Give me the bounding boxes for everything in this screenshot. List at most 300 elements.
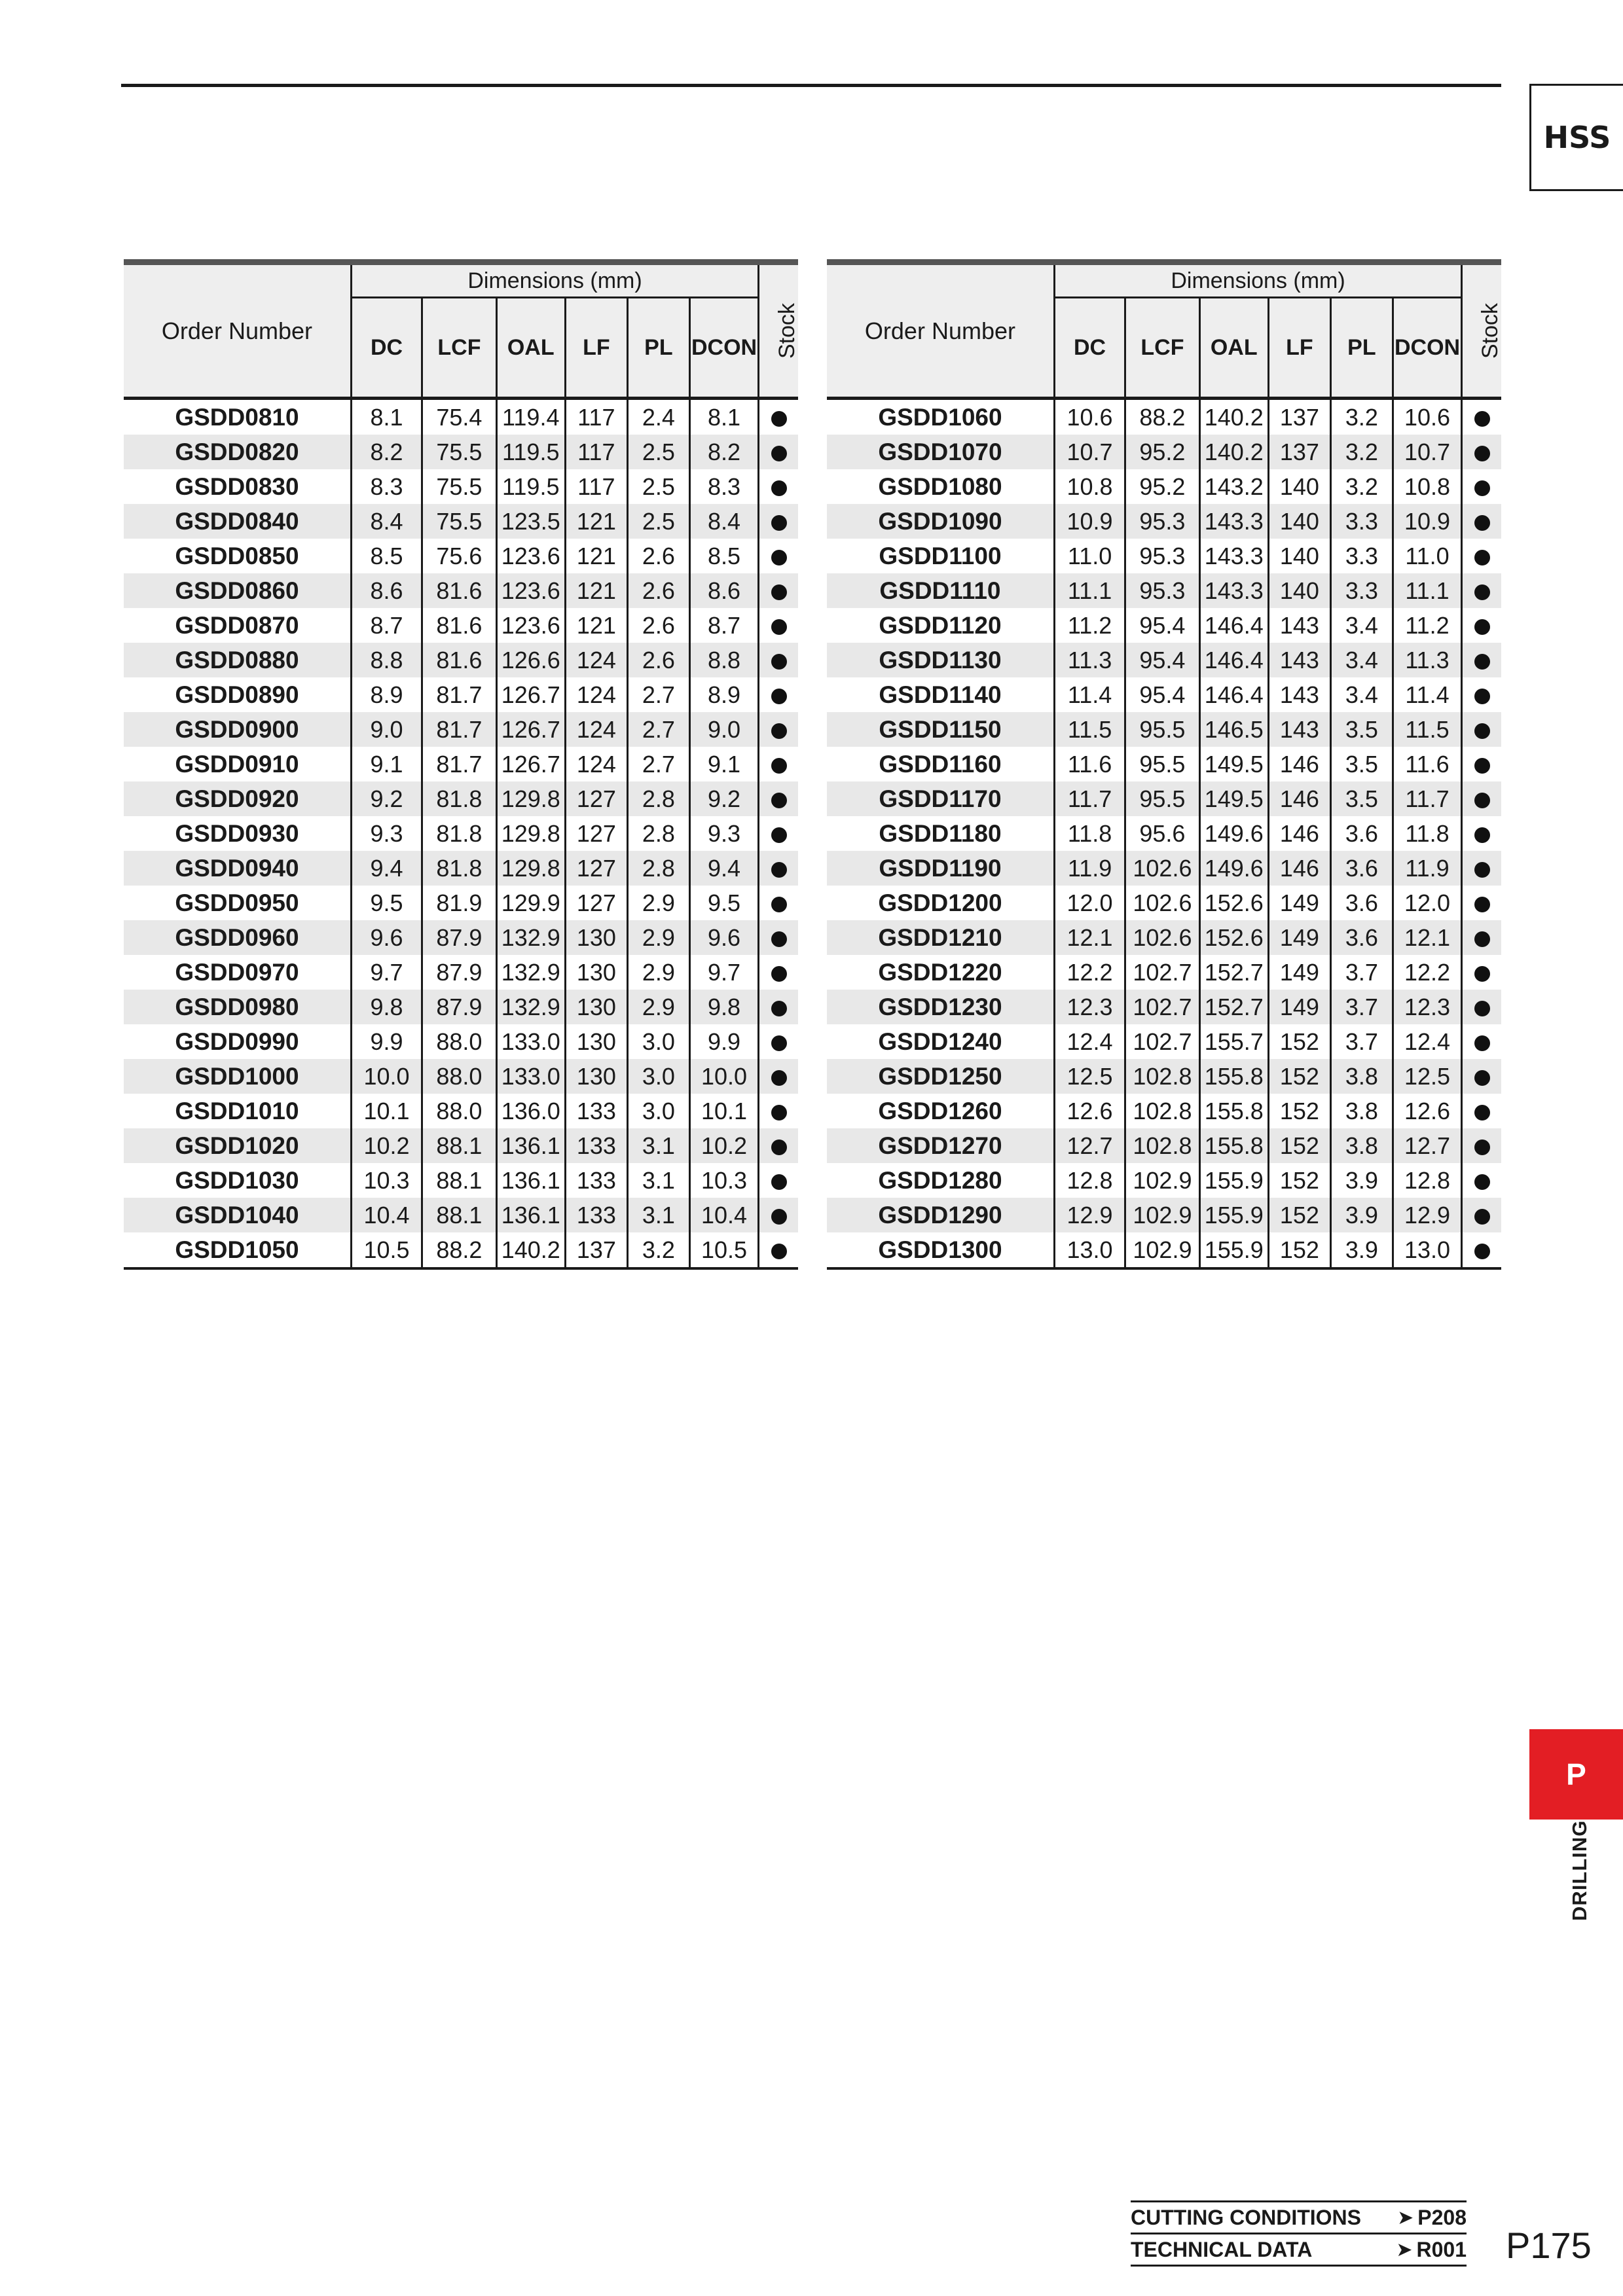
order-number-cell: GSDD1080 <box>878 473 1002 500</box>
dimension-cell-pl: 3.7 <box>1330 955 1393 990</box>
dimension-cell-dcon: 9.3 <box>689 816 758 851</box>
stock-cell <box>1462 955 1501 990</box>
col-header-dcon: DCON <box>689 298 758 397</box>
stock-cell <box>1462 643 1501 677</box>
col-header-oal: OAL <box>496 298 565 397</box>
stock-dot-icon <box>771 1174 787 1190</box>
dimension-cell-dc: 9.9 <box>351 1024 422 1059</box>
dimension-cell-pl: 3.0 <box>627 1024 689 1059</box>
dimension-cell-oal: 143.3 <box>1199 573 1268 608</box>
dimension-cell-oal: 155.8 <box>1199 1059 1268 1094</box>
dimension-cell-pl: 3.9 <box>1330 1163 1393 1198</box>
dimension-cell-lcf: 95.4 <box>1125 643 1199 677</box>
dimension-cell-lcf: 75.4 <box>422 399 496 435</box>
order-number-cell: GSDD0930 <box>175 819 299 847</box>
table-row <box>124 643 798 677</box>
technical-data-link[interactable] <box>1131 2233 1467 2267</box>
stock-dot-icon <box>771 654 787 670</box>
dimension-cell-lcf: 95.2 <box>1125 469 1199 504</box>
dimension-cell-lcf: 95.6 <box>1125 816 1199 851</box>
stock-cell <box>1462 573 1501 608</box>
table-row <box>124 1198 798 1232</box>
table-row <box>124 816 798 851</box>
dimension-cell-oal: 155.7 <box>1199 1024 1268 1059</box>
order-number-cell: GSDD1100 <box>879 542 1002 569</box>
dimension-cell-dcon: 10.0 <box>689 1059 758 1094</box>
dimension-cell-lf: 121 <box>565 504 627 539</box>
order-number-cell: GSDD1070 <box>827 435 1054 469</box>
dimension-cell-pl: 2.6 <box>627 608 689 643</box>
dimension-cell-oal: 129.9 <box>496 886 565 920</box>
dimension-cell-pl: 2.5 <box>627 469 689 504</box>
dimension-cell-dcon: 9.7 <box>689 955 758 990</box>
stock-cell <box>759 1128 798 1163</box>
stock-cell <box>1462 781 1501 816</box>
dimension-cell-lcf: 81.6 <box>422 608 496 643</box>
dimension-cell-dc: 12.9 <box>1054 1198 1125 1232</box>
stock-dot-icon <box>1474 1174 1490 1190</box>
right-table-body <box>827 399 1501 1269</box>
dimension-cell-lf: 152 <box>1268 1232 1330 1268</box>
stock-cell <box>1462 851 1501 886</box>
dimension-cell-oal: 136.1 <box>496 1128 565 1163</box>
dimension-cell-oal: 126.6 <box>496 643 565 677</box>
col-header-pl: PL <box>1330 298 1393 397</box>
table-row <box>124 1128 798 1163</box>
stock-cell <box>759 816 798 851</box>
dimension-cell-lcf: 95.3 <box>1125 504 1199 539</box>
dimension-cell-dcon: 10.4 <box>689 1198 758 1232</box>
arrow-right-icon: ➤ <box>1397 2206 1414 2229</box>
dimension-cell-dcon: 10.9 <box>1393 504 1461 539</box>
dimension-cell-oal: 123.6 <box>496 608 565 643</box>
stock-cell <box>1462 608 1501 643</box>
dimension-cell-lf: 152 <box>1268 1163 1330 1198</box>
dimension-cell-lf: 130 <box>565 1059 627 1094</box>
dimension-cell-lf: 124 <box>565 747 627 781</box>
table-row <box>827 677 1501 712</box>
stock-dot-icon <box>1474 897 1490 912</box>
table-row <box>124 677 798 712</box>
dimension-cell-lcf: 81.8 <box>422 816 496 851</box>
dimension-cell-dc: 12.7 <box>1054 1128 1125 1163</box>
dimension-cell-lcf: 102.8 <box>1125 1059 1199 1094</box>
order-number-cell: GSDD1000 <box>124 1059 351 1094</box>
order-number-cell: GSDD1220 <box>878 958 1002 986</box>
dimension-cell-lf: 149 <box>1268 955 1330 990</box>
order-number-header: Order Number <box>124 265 351 397</box>
dimension-cell-lcf: 88.2 <box>422 1232 496 1268</box>
dimension-cell-pl: 3.4 <box>1330 677 1393 712</box>
dimension-cell-oal: 126.7 <box>496 712 565 747</box>
dimension-cell-oal: 136.1 <box>496 1163 565 1198</box>
order-number-cell: GSDD0840 <box>124 504 351 539</box>
order-number-cell: GSDD0860 <box>124 573 351 608</box>
col-header-pl: PL <box>627 298 689 397</box>
dimension-cell-lf: 146 <box>1268 781 1330 816</box>
stock-cell <box>1462 1163 1501 1198</box>
dimension-cell-dcon: 10.5 <box>689 1232 758 1268</box>
stock-dot-icon <box>1474 480 1490 496</box>
dimension-cell-lf: 127 <box>565 851 627 886</box>
dimension-cell-pl: 2.5 <box>627 435 689 469</box>
dimension-cell-oal: 152.7 <box>1199 955 1268 990</box>
dimension-cell-dcon: 11.9 <box>1393 851 1461 886</box>
stock-cell <box>759 1198 798 1232</box>
dimension-cell-dc: 12.0 <box>1054 886 1125 920</box>
order-number-cell: GSDD0960 <box>124 920 351 955</box>
dimension-cell-oal: 136.1 <box>496 1198 565 1232</box>
dimension-cell-dcon: 11.3 <box>1393 643 1461 677</box>
dimension-cell-oal: 123.6 <box>496 573 565 608</box>
dimension-cell-lf: 143 <box>1268 643 1330 677</box>
dimension-cell-dcon: 13.0 <box>1393 1232 1461 1268</box>
dimension-cell-lcf: 81.9 <box>422 886 496 920</box>
dimension-cell-lcf: 102.6 <box>1125 886 1199 920</box>
dimension-cell-oal: 143.2 <box>1199 469 1268 504</box>
dimension-cell-lf: 140 <box>1268 573 1330 608</box>
table-row <box>124 990 798 1024</box>
stock-dot-icon <box>771 1070 787 1086</box>
table-row <box>827 1024 1501 1059</box>
dimension-cell-lcf: 88.2 <box>1125 399 1199 435</box>
dimension-cell-pl: 2.7 <box>627 712 689 747</box>
order-number-cell: GSDD0910 <box>175 750 299 778</box>
dimension-cell-lcf: 81.7 <box>422 712 496 747</box>
order-number-cell: GSDD1030 <box>175 1166 299 1194</box>
dimension-cell-lf: 146 <box>1268 851 1330 886</box>
dimension-cell-lcf: 75.5 <box>422 469 496 504</box>
dimension-cell-oal: 155.9 <box>1199 1163 1268 1198</box>
dimension-cell-dcon: 12.0 <box>1393 886 1461 920</box>
dimension-cell-pl: 2.6 <box>627 539 689 573</box>
dimension-cell-pl: 3.5 <box>1330 712 1393 747</box>
dimension-cell-pl: 3.0 <box>627 1059 689 1094</box>
table-row <box>827 1128 1501 1163</box>
table-row <box>827 990 1501 1024</box>
table-row <box>124 539 798 573</box>
dimension-cell-dcon: 11.8 <box>1393 816 1461 851</box>
stock-header-label: Stock <box>775 302 800 359</box>
stock-dot-icon <box>1474 619 1490 635</box>
stock-dot-icon <box>1474 723 1490 739</box>
dimension-cell-lf: 127 <box>565 816 627 851</box>
order-number-cell: GSDD0900 <box>124 712 351 747</box>
stock-cell <box>1462 1232 1501 1268</box>
dimension-cell-dc: 9.2 <box>351 781 422 816</box>
dimension-cell-oal: 129.8 <box>496 851 565 886</box>
stock-dot-icon <box>771 1105 787 1121</box>
stock-dot-icon <box>1474 827 1490 843</box>
dimension-cell-dc: 11.2 <box>1054 608 1125 643</box>
stock-dot-icon <box>771 966 787 982</box>
dimension-cell-dcon: 8.2 <box>689 435 758 469</box>
dimension-cell-dcon: 10.8 <box>1393 469 1461 504</box>
dimension-cell-oal: 129.8 <box>496 781 565 816</box>
dimension-cell-lcf: 88.1 <box>422 1198 496 1232</box>
order-number-cell: GSDD1180 <box>879 819 1002 847</box>
table-top-bar <box>827 259 1501 265</box>
dimension-cell-oal: 119.5 <box>496 435 565 469</box>
dimension-cell-lcf: 75.5 <box>422 435 496 469</box>
dimension-cell-lcf: 102.9 <box>1125 1198 1199 1232</box>
stock-cell <box>1462 1128 1501 1163</box>
order-number-cell: GSDD0820 <box>124 435 351 469</box>
dimension-cell-pl: 2.6 <box>627 643 689 677</box>
cutting-conditions-page: P208 <box>1417 2205 1467 2229</box>
dimension-cell-dcon: 10.6 <box>1393 399 1461 435</box>
dimension-cell-lf: 121 <box>565 608 627 643</box>
dimension-cell-dc: 8.7 <box>351 608 422 643</box>
dimension-cell-lcf: 102.9 <box>1125 1232 1199 1268</box>
dimension-cell-oal: 143.3 <box>1199 504 1268 539</box>
dimension-cell-dcon: 12.1 <box>1393 920 1461 955</box>
stock-dot-icon <box>1474 584 1490 600</box>
col-header-dc: DC <box>351 298 422 397</box>
stock-cell <box>759 851 798 886</box>
stock-dot-icon <box>771 446 787 461</box>
dimension-cell-pl: 3.3 <box>1330 504 1393 539</box>
dimension-cell-pl: 3.6 <box>1330 920 1393 955</box>
stock-cell <box>759 608 798 643</box>
stock-header-label: Stock <box>1478 302 1503 359</box>
table-row <box>827 643 1501 677</box>
stock-cell <box>759 539 798 573</box>
table-row <box>827 1198 1501 1232</box>
table-row <box>124 608 798 643</box>
order-number-cell: GSDD1020 <box>124 1128 351 1163</box>
dimension-cell-lf: 133 <box>565 1128 627 1163</box>
dimension-cell-lf: 133 <box>565 1198 627 1232</box>
stock-cell <box>1462 539 1501 573</box>
dimension-cell-lcf: 88.0 <box>422 1059 496 1094</box>
table-row <box>827 504 1501 539</box>
order-number-cell: GSDD1210 <box>827 920 1054 955</box>
dimension-cell-pl: 3.3 <box>1330 573 1393 608</box>
dimension-cell-lf: 143 <box>1268 608 1330 643</box>
dimension-cell-dc: 8.5 <box>351 539 422 573</box>
dimension-cell-dcon: 10.3 <box>689 1163 758 1198</box>
table-row <box>124 955 798 990</box>
stock-header <box>1462 265 1501 397</box>
order-number-cell: GSDD0870 <box>175 611 299 639</box>
dimension-cell-pl: 3.1 <box>627 1128 689 1163</box>
dimension-cell-oal: 119.5 <box>496 469 565 504</box>
dimension-cell-pl: 3.8 <box>1330 1128 1393 1163</box>
dimension-cell-dc: 10.7 <box>1054 435 1125 469</box>
dimension-cell-dcon: 9.6 <box>689 920 758 955</box>
stock-dot-icon <box>771 584 787 600</box>
order-number-cell: GSDD1160 <box>879 750 1002 778</box>
dimension-cell-dc: 10.9 <box>1054 504 1125 539</box>
dimension-cell-pl: 3.2 <box>1330 435 1393 469</box>
dimension-cell-oal: 140.2 <box>496 1232 565 1268</box>
stock-dot-icon <box>1474 966 1490 982</box>
stock-cell <box>1462 747 1501 781</box>
stock-dot-icon <box>771 758 787 774</box>
stock-cell <box>759 747 798 781</box>
stock-dot-icon <box>771 827 787 843</box>
dimension-cell-dc: 9.3 <box>351 816 422 851</box>
dimension-cell-lcf: 95.4 <box>1125 608 1199 643</box>
dimension-cell-lf: 133 <box>565 1094 627 1128</box>
top-rule <box>121 84 1501 87</box>
order-number-cell: GSDD1140 <box>879 681 1002 708</box>
dimension-cell-dcon: 12.4 <box>1393 1024 1461 1059</box>
dimension-cell-lcf: 95.2 <box>1125 435 1199 469</box>
dimension-cell-dcon: 9.0 <box>689 712 758 747</box>
dimension-cell-lcf: 81.8 <box>422 781 496 816</box>
order-number-cell: GSDD0830 <box>175 473 299 500</box>
dimension-cell-oal: 123.6 <box>496 539 565 573</box>
order-number-cell: GSDD1190 <box>827 851 1054 886</box>
dimension-cell-oal: 119.4 <box>496 399 565 435</box>
stock-cell <box>759 886 798 920</box>
order-number-cell: GSDD0850 <box>175 542 299 569</box>
table-row <box>827 1163 1501 1198</box>
stock-dot-icon <box>1474 1105 1490 1121</box>
cutting-conditions-label: CUTTING CONDITIONS <box>1131 2205 1361 2229</box>
dimension-cell-oal: 146.5 <box>1199 712 1268 747</box>
dimension-cell-dcon: 12.7 <box>1393 1128 1461 1163</box>
stock-dot-icon <box>771 480 787 496</box>
stock-dot-icon <box>771 1035 787 1051</box>
table-row <box>827 573 1501 608</box>
stock-cell <box>759 955 798 990</box>
order-number-cell: GSDD1240 <box>878 1028 1002 1055</box>
dimension-cell-lf: 143 <box>1268 677 1330 712</box>
dimension-cell-dcon: 11.4 <box>1393 677 1461 712</box>
table-row <box>827 539 1501 573</box>
dimension-cell-lf: 149 <box>1268 920 1330 955</box>
dimension-cell-dc: 10.8 <box>1054 469 1125 504</box>
stock-dot-icon <box>771 1209 787 1225</box>
dimension-cell-oal: 155.8 <box>1199 1094 1268 1128</box>
stock-cell <box>1462 816 1501 851</box>
dimension-cell-lcf: 95.3 <box>1125 539 1199 573</box>
dimension-cell-lf: 152 <box>1268 1059 1330 1094</box>
stock-cell <box>759 504 798 539</box>
dimension-cell-oal: 149.6 <box>1199 851 1268 886</box>
dimension-cell-pl: 3.2 <box>627 1232 689 1268</box>
dimension-cell-dc: 11.5 <box>1054 712 1125 747</box>
stock-cell <box>759 1094 798 1128</box>
stock-cell <box>1462 504 1501 539</box>
table-row <box>827 435 1501 469</box>
dimension-cell-dcon: 12.6 <box>1393 1094 1461 1128</box>
dimension-cell-pl: 2.9 <box>627 955 689 990</box>
dimension-cell-lcf: 102.7 <box>1125 1024 1199 1059</box>
dimension-cell-lcf: 81.6 <box>422 573 496 608</box>
dimension-cell-pl: 3.5 <box>1330 781 1393 816</box>
dimension-cell-dc: 11.0 <box>1054 539 1125 573</box>
stock-dot-icon <box>1474 1035 1490 1051</box>
dimension-cell-lf: 124 <box>565 677 627 712</box>
dimension-cell-dcon: 8.5 <box>689 539 758 573</box>
col-header-lcf: LCF <box>422 298 496 397</box>
dimension-cell-pl: 3.6 <box>1330 816 1393 851</box>
stock-cell <box>759 573 798 608</box>
dimension-cell-lcf: 87.9 <box>422 920 496 955</box>
dimension-cell-lf: 130 <box>565 990 627 1024</box>
dimension-cell-lf: 130 <box>565 955 627 990</box>
table-row <box>827 851 1501 886</box>
dimension-cell-dcon: 11.2 <box>1393 608 1461 643</box>
order-number-header: Order Number <box>827 265 1054 397</box>
dimension-cell-dcon: 12.8 <box>1393 1163 1461 1198</box>
dimension-cell-pl: 2.8 <box>627 816 689 851</box>
stock-dot-icon <box>1474 931 1490 947</box>
table-row <box>827 469 1501 504</box>
dimension-cell-dc: 10.0 <box>351 1059 422 1094</box>
dimension-cell-dc: 9.5 <box>351 886 422 920</box>
dimension-cell-dc: 9.6 <box>351 920 422 955</box>
cutting-conditions-link[interactable] <box>1131 2200 1467 2233</box>
drilling-section-tab: P <box>1529 1729 1623 1820</box>
dimension-cell-lf: 146 <box>1268 747 1330 781</box>
dimension-cell-dcon: 8.6 <box>689 573 758 608</box>
dimension-cell-pl: 3.1 <box>627 1163 689 1198</box>
stock-dot-icon <box>771 1244 787 1259</box>
dimension-cell-dc: 11.9 <box>1054 851 1125 886</box>
stock-cell <box>759 1163 798 1198</box>
dimension-cell-dc: 12.8 <box>1054 1163 1125 1198</box>
table-row <box>827 1094 1501 1128</box>
stock-cell <box>759 990 798 1024</box>
dimension-cell-dc: 9.0 <box>351 712 422 747</box>
stock-dot-icon <box>771 619 787 635</box>
stock-cell <box>1462 712 1501 747</box>
order-number-cell: GSDD1010 <box>175 1097 299 1124</box>
table-row <box>124 1163 798 1198</box>
dimension-cell-lf: 143 <box>1268 712 1330 747</box>
stock-cell <box>1462 1198 1501 1232</box>
dimension-cell-pl: 2.8 <box>627 781 689 816</box>
table-row <box>124 851 798 886</box>
stock-cell <box>759 677 798 712</box>
stock-cell <box>759 399 798 435</box>
dimensions-header: Dimensions (mm) <box>1054 265 1461 298</box>
table-row <box>124 504 798 539</box>
dimension-cell-oal: 140.2 <box>1199 435 1268 469</box>
technical-data-target <box>1396 2238 1467 2262</box>
cutting-conditions-target <box>1397 2206 1467 2230</box>
dimension-cell-lcf: 81.6 <box>422 643 496 677</box>
reference-links <box>1131 2200 1467 2267</box>
dimension-cell-pl: 3.9 <box>1330 1232 1393 1268</box>
stock-dot-icon <box>771 723 787 739</box>
table-row <box>124 781 798 816</box>
stock-dot-icon <box>1474 1001 1490 1016</box>
stock-cell <box>1462 399 1501 435</box>
stock-cell <box>1462 920 1501 955</box>
stock-dot-icon <box>771 793 787 808</box>
dimension-cell-dc: 12.4 <box>1054 1024 1125 1059</box>
table-row <box>124 573 798 608</box>
dimension-cell-oal: 126.7 <box>496 747 565 781</box>
table-row <box>124 1024 798 1059</box>
dimension-cell-dc: 12.6 <box>1054 1094 1125 1128</box>
dimension-cell-dcon: 12.5 <box>1393 1059 1461 1094</box>
order-number-cell: GSDD1250 <box>827 1059 1054 1094</box>
dimension-cell-lcf: 102.6 <box>1125 920 1199 955</box>
dimension-cell-lcf: 102.6 <box>1125 851 1199 886</box>
stock-dot-icon <box>771 862 787 878</box>
dimension-cell-lcf: 102.7 <box>1125 955 1199 990</box>
dimension-cell-oal: 149.5 <box>1199 747 1268 781</box>
dimension-cell-pl: 3.6 <box>1330 886 1393 920</box>
stock-dot-icon <box>1474 1139 1490 1155</box>
